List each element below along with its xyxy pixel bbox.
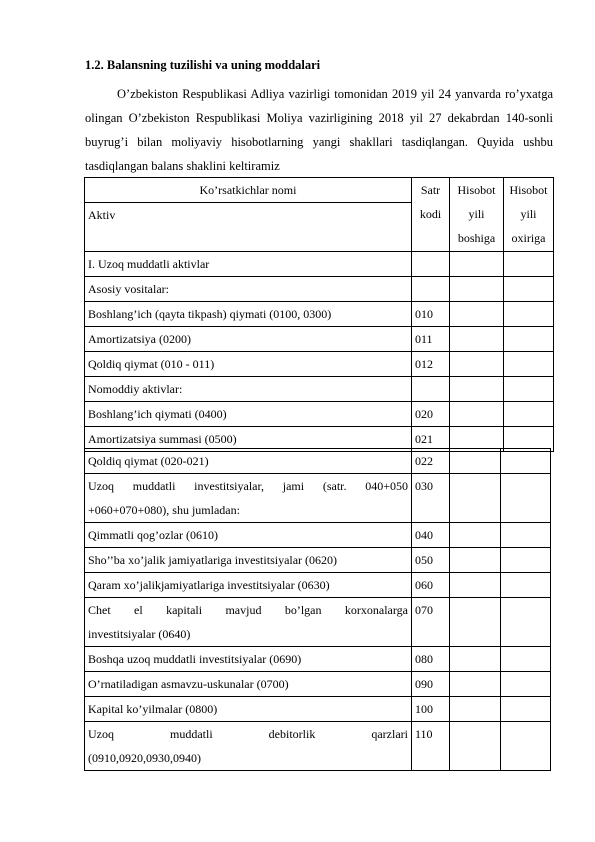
row-start-value — [450, 377, 504, 402]
row-name-l1: Qimmatli qog’ozlar (0610) — [88, 528, 218, 542]
header-year-start-l2: yili — [468, 207, 485, 221]
table-row — [85, 523, 551, 548]
table-row — [85, 573, 551, 598]
row-start-value — [450, 548, 501, 573]
header-row-code — [412, 178, 450, 252]
header-year-end-l2: yili — [520, 207, 537, 221]
row-name — [85, 672, 412, 697]
balance-table-part1 — [84, 177, 554, 452]
table-row — [85, 697, 551, 722]
row-name — [85, 573, 412, 598]
row-name — [85, 523, 412, 548]
row-name: I. Uzoq muddatli aktivlar — [85, 252, 412, 277]
table-row — [85, 302, 554, 327]
row-end-value — [501, 474, 551, 523]
header-year-end-l1: Hisobot — [509, 183, 548, 197]
table-row — [85, 352, 554, 377]
row-code: 010 — [412, 302, 450, 327]
row-name — [85, 449, 412, 474]
row-end-value — [504, 402, 554, 427]
row-start-value — [450, 402, 504, 427]
row-start-value — [450, 252, 504, 277]
row-name: Boshlang’ich (qayta tikpash) qiymati (0100, 0300) — [85, 302, 412, 327]
row-name: Amortizatsiya (0200) — [85, 327, 412, 352]
row-code: 050 — [412, 548, 450, 573]
row-start-value — [450, 523, 501, 548]
row-end-value — [501, 647, 551, 672]
row-code: 060 — [412, 573, 450, 598]
header-year-start — [450, 178, 504, 252]
row-start-value — [450, 598, 501, 647]
row-end-value — [504, 252, 554, 277]
row-name-l1: Uzoq muddatli investitsiyalar, jami (satr. 040+050 — [88, 479, 408, 493]
row-end-value — [501, 672, 551, 697]
header-aktiv: Aktiv — [85, 203, 412, 252]
row-name — [85, 598, 412, 647]
row-name: Amortizatsiya summasi (0500) — [85, 427, 412, 452]
balance-table-part2 — [84, 448, 551, 771]
row-end-value — [504, 302, 554, 327]
row-start-value — [450, 722, 501, 771]
row-name-l1: Kapital ko’yilmalar (0800) — [88, 702, 218, 716]
table-row — [85, 647, 551, 672]
row-name: Asosiy vositalar: — [85, 277, 412, 302]
row-start-value — [450, 573, 501, 598]
row-end-value — [504, 377, 554, 402]
header-row-code-l1: Satr — [420, 183, 441, 197]
row-code: 021 — [412, 427, 450, 452]
row-name — [85, 647, 412, 672]
row-name-l1: O’rnatiladigan asmavzu-uskunalar (0700) — [88, 677, 289, 691]
row-code — [412, 377, 450, 402]
row-code: 090 — [412, 672, 450, 697]
row-name: Nomoddiy aktivlar: — [85, 377, 412, 402]
row-code: 070 — [412, 598, 450, 647]
row-name: Qoldiq qiymat (010 - 011) — [85, 352, 412, 377]
row-name — [85, 697, 412, 722]
table-row — [85, 277, 554, 302]
row-end-value — [501, 697, 551, 722]
table-row — [85, 598, 551, 647]
row-start-value — [450, 449, 501, 474]
row-name-l2: (0910,0920,0930,0940) — [88, 751, 201, 765]
row-end-value — [504, 277, 554, 302]
row-code: 022 — [412, 449, 450, 474]
row-name-l1: Qaram xo’jalikjamiyatlariga investitsiyalar (0630) — [88, 578, 330, 592]
table-header-row — [85, 178, 554, 203]
row-name-l2: +060+070+080), shu jumladan: — [88, 503, 240, 517]
row-start-value — [450, 474, 501, 523]
row-name — [85, 474, 412, 523]
row-code — [412, 277, 450, 302]
row-end-value — [504, 327, 554, 352]
row-code: 030 — [412, 474, 450, 523]
table-row — [85, 377, 554, 402]
header-indicators: Ko’rsatkichlar nomi — [85, 178, 412, 203]
row-name-l1: Boshqa uzoq muddatli investitsiyalar (0690) — [88, 652, 302, 666]
row-start-value — [450, 302, 504, 327]
row-code: 110 — [412, 722, 450, 771]
row-code: 020 — [412, 402, 450, 427]
row-start-value — [450, 647, 501, 672]
table-row — [85, 252, 554, 277]
table-row — [85, 449, 551, 474]
row-end-value — [501, 548, 551, 573]
row-end-value — [501, 573, 551, 598]
header-year-end-l3: oxiriga — [511, 231, 546, 245]
section-heading: 1.2. Balansning tuzilishi va uning moddalari — [85, 58, 321, 72]
row-name — [85, 722, 412, 771]
row-code: 012 — [412, 352, 450, 377]
row-name-l2: investitsiyalar (0640) — [88, 627, 191, 641]
row-code — [412, 252, 450, 277]
row-code: 040 — [412, 523, 450, 548]
row-name-l1: Qoldiq qiymat (020-021) — [88, 454, 209, 468]
table-row — [85, 722, 551, 771]
row-code: 011 — [412, 327, 450, 352]
row-start-value — [450, 327, 504, 352]
header-year-start-l3: boshiga — [457, 231, 496, 245]
row-name: Boshlang’ich qiymati (0400) — [85, 402, 412, 427]
row-start-value — [450, 277, 504, 302]
header-row-code-l2: kodi — [419, 207, 442, 221]
row-end-value — [501, 523, 551, 548]
row-name — [85, 548, 412, 573]
row-end-value — [501, 722, 551, 771]
row-name-l1: Chet el kapitali mavjud bo’lgan korxonalarga — [88, 603, 408, 617]
row-end-value — [501, 598, 551, 647]
header-year-start-l1: Hisobot — [457, 183, 496, 197]
row-name-l1: Sho’’ba xo’jalik jamiyatlariga investitsiyalar (0620) — [88, 553, 338, 567]
row-code: 080 — [412, 647, 450, 672]
row-end-value — [501, 449, 551, 474]
row-name-l1: Uzoq muddatli debitorlik qarzlari — [88, 727, 408, 741]
row-end-value — [504, 352, 554, 377]
table-row — [85, 474, 551, 523]
row-start-value — [450, 697, 501, 722]
row-code: 100 — [412, 697, 450, 722]
table-row — [85, 327, 554, 352]
table-row — [85, 672, 551, 697]
header-year-end — [504, 178, 554, 252]
table-row — [85, 548, 551, 573]
intro-paragraph: O’zbekiston Respublikasi Adliya vazirligi tomonidan 2019 yil 24 yanvarda ro’yxatga olingan O’zbekiston Respublikasi Moliya vazirligining 2018 yil 27 dekabrdan 140-sonli buyrug’i bilan moliyaviy hisobotlarning yangi shakllari tasdiqlangan. Quyida ushbu tasdiqlangan balans shaklini keltiramiz — [85, 87, 553, 173]
table-row — [85, 402, 554, 427]
row-start-value — [450, 672, 501, 697]
row-start-value — [450, 352, 504, 377]
